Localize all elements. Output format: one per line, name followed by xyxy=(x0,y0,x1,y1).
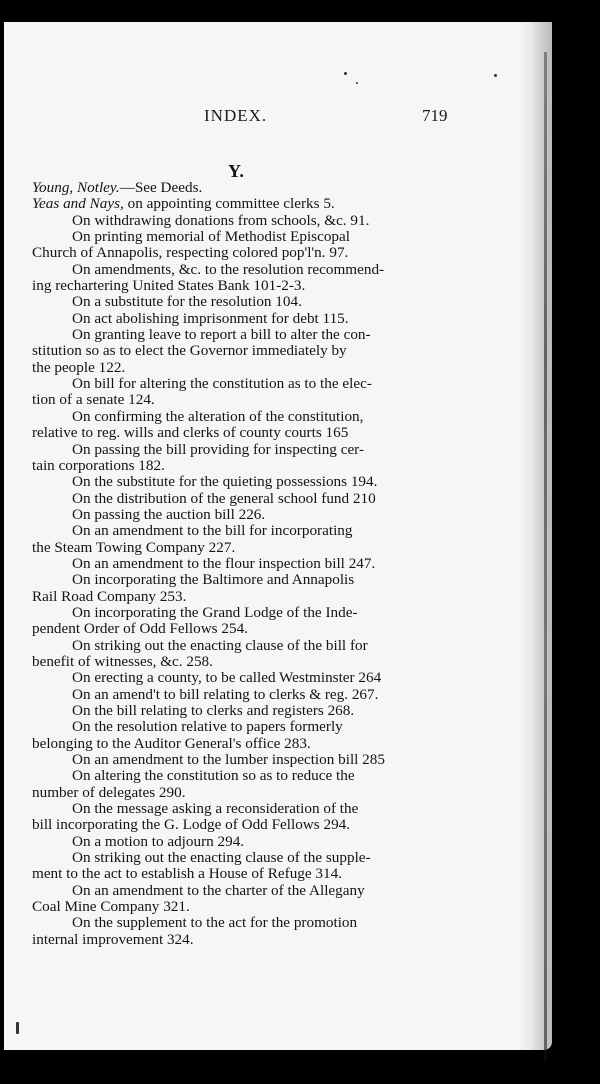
section-letter: Y. xyxy=(228,161,244,181)
index-entry-line: On striking out the enacting clause of the supple- xyxy=(72,849,371,867)
index-entry xyxy=(32,229,446,262)
page-binding-edge xyxy=(544,52,547,1062)
page-header xyxy=(4,106,552,136)
index-entries xyxy=(32,180,446,948)
index-entry xyxy=(32,850,446,883)
index-entry-line: Young, Notley.—See Deeds. xyxy=(32,179,203,196)
index-entry xyxy=(32,474,446,490)
index-entry-continuation: belonging to the Auditor General's office 283. xyxy=(32,734,311,752)
index-entry-continuation: tion of a senate 124. xyxy=(32,391,155,409)
index-entry-line: On incorporating the Baltimore and Annapolis xyxy=(72,571,355,589)
index-entry-line: On confirming the alteration of the constitution, xyxy=(72,407,364,425)
index-entry-line: On a motion to adjourn 294. xyxy=(72,832,245,850)
index-entry xyxy=(32,605,446,638)
index-entry xyxy=(32,327,446,376)
index-entry-continuation: bill incorporating the G. Lodge of Odd Fellows 294. xyxy=(32,816,351,834)
index-entry xyxy=(32,556,446,572)
index-entry-line: On passing the auction bill 226. xyxy=(72,505,266,523)
index-entry xyxy=(32,376,446,409)
index-entry-line: On withdrawing donations from schools, &c. 91. xyxy=(72,211,370,229)
index-entry xyxy=(32,703,446,719)
index-entry-line: On passing the bill providing for inspecting cer- xyxy=(72,440,364,458)
index-entry xyxy=(32,311,446,327)
index-entry-continuation: Coal Mine Company 321. xyxy=(32,898,190,916)
index-entry-line: On altering the constitution so as to reduce the xyxy=(72,767,355,785)
index-entry-line: On striking out the enacting clause of the bill for xyxy=(72,636,368,654)
index-entry xyxy=(32,638,446,671)
index-entry xyxy=(32,915,446,948)
index-entry-line: Yeas and Nays, on appointing committee clerks 5. xyxy=(32,195,335,213)
index-entry-line: On an amendment to the lumber inspection bill 285 xyxy=(72,751,385,769)
index-entry-continuation: internal improvement 324. xyxy=(32,930,194,948)
index-entry xyxy=(32,294,446,310)
index-entry-continuation: Church of Annapolis, respecting colored pop'l'n. 97. xyxy=(32,244,349,262)
index-entry xyxy=(32,409,446,442)
index-entry-line: On erecting a county, to be called Westminster 264 xyxy=(72,669,382,687)
index-entry xyxy=(32,196,446,212)
index-entry-line: On the distribution of the general school fund 210 xyxy=(72,489,376,507)
index-entry xyxy=(32,687,446,703)
index-entry-line: On incorporating the Grand Lodge of the Inde- xyxy=(72,603,358,621)
index-entry xyxy=(32,768,446,801)
index-entry-continuation: the people 122. xyxy=(32,358,126,376)
index-entry xyxy=(32,507,446,523)
index-entry xyxy=(32,801,446,834)
index-entry xyxy=(32,572,446,605)
index-entry xyxy=(32,670,446,686)
index-entry-line: On the message asking a reconsideration of the xyxy=(72,800,359,818)
index-entry xyxy=(32,883,446,916)
index-entry-line: On the supplement to the act for the promotion xyxy=(72,914,358,932)
ink-speck xyxy=(494,74,497,77)
index-entry-line: On an amendment to the charter of the Allegany xyxy=(72,881,365,899)
index-entry-line: On a substitute for the resolution 104. xyxy=(72,293,302,311)
index-entry-line: On an amendment to the flour inspection bill 247. xyxy=(72,554,376,572)
index-entry-line: On the bill relating to clerks and registers 268. xyxy=(72,702,355,719)
index-entry-continuation: Rail Road Company 253. xyxy=(32,587,187,605)
ink-speck xyxy=(356,82,358,84)
index-entry-continuation: tain corporations 182. xyxy=(32,456,165,474)
index-entry-continuation: ment to the act to establish a House of Refuge 314. xyxy=(32,865,343,883)
index-entry-line: On amendments, &c. to the resolution recommend- xyxy=(72,260,385,278)
index-entry-line: On printing memorial of Methodist Episcopal xyxy=(72,228,350,246)
index-entry-continuation: stitution so as to elect the Governor immediately by xyxy=(32,342,347,360)
index-entry-line: On the resolution relative to papers formerly xyxy=(72,718,343,736)
index-entry-continuation: pendent Order of Odd Fellows 254. xyxy=(32,620,248,638)
index-entry xyxy=(32,491,446,507)
ink-speck xyxy=(344,72,347,75)
index-entry-line: On act abolishing imprisonment for debt 115. xyxy=(72,309,349,327)
index-entry xyxy=(32,834,446,850)
index-entry xyxy=(32,262,446,295)
index-entry xyxy=(32,752,446,768)
index-entry-continuation: the Steam Towing Company 227. xyxy=(32,538,236,556)
index-entry xyxy=(32,442,446,475)
index-entry xyxy=(32,213,446,229)
index-entry-continuation: relative to reg. wills and clerks of county courts 165 xyxy=(32,424,349,442)
index-entry-line: On granting leave to report a bill to alter the con- xyxy=(72,326,371,344)
index-entry-continuation: ing rechartering United States Bank 101-2-3. xyxy=(32,277,306,295)
index-entry-line: On bill for altering the constitution as to the elec- xyxy=(72,375,372,393)
index-entry-line: On an amend't to bill relating to clerks & reg. 267. xyxy=(72,685,379,703)
header-title: INDEX. xyxy=(204,106,268,125)
index-entry-line: On the substitute for the quieting possessions 194. xyxy=(72,473,378,491)
page-number: 719 xyxy=(422,106,448,125)
index-entry xyxy=(32,180,446,196)
index-entry xyxy=(32,719,446,752)
index-entry-continuation: number of delegates 290. xyxy=(32,783,186,801)
index-entry-continuation: benefit of witnesses, &c. 258. xyxy=(32,652,213,670)
book-page xyxy=(4,22,552,1050)
ink-speck xyxy=(16,1022,19,1034)
index-entry xyxy=(32,523,446,556)
index-entry-line: On an amendment to the bill for incorporating xyxy=(72,522,353,540)
